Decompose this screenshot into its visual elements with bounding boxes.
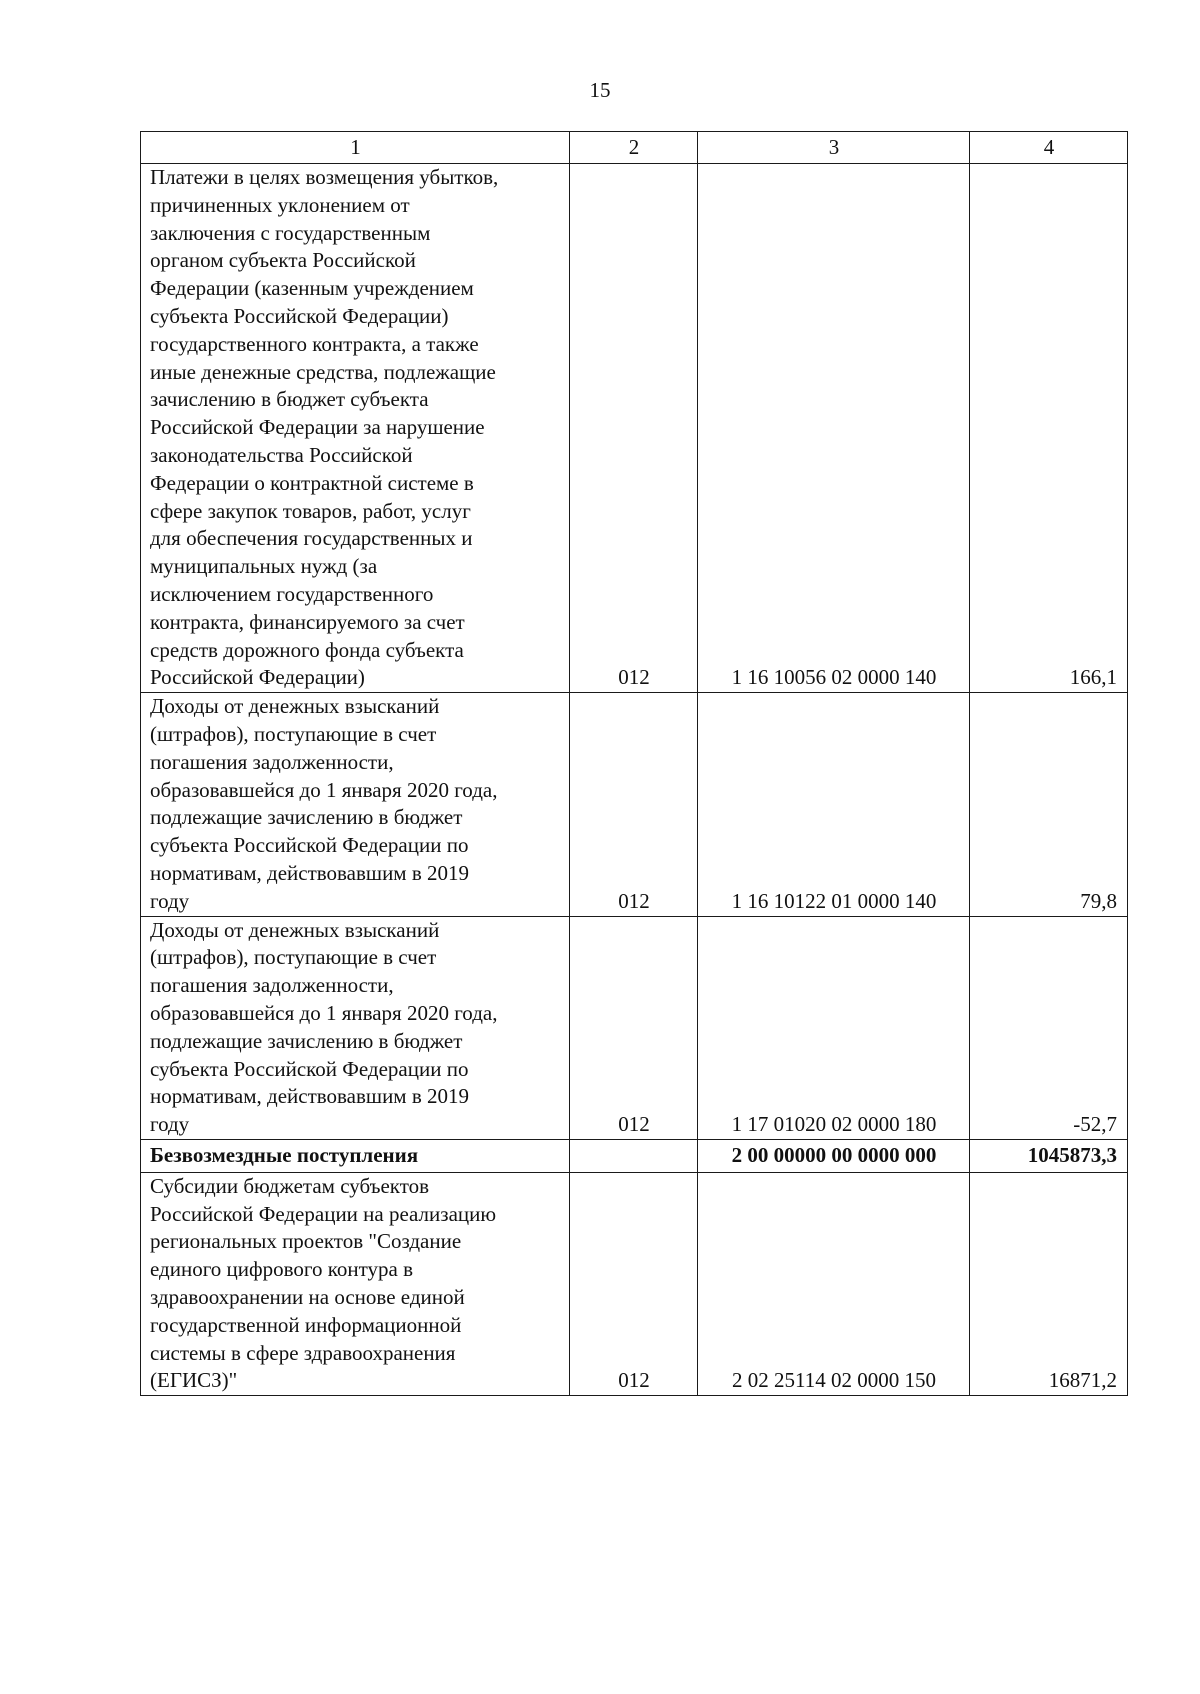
description-line: государственной информационной (150, 1312, 462, 1337)
administrator-code: 012 (570, 164, 698, 693)
page-number: 15 (589, 78, 611, 102)
description-line: (штрафов), поступающие в счет (150, 721, 437, 746)
amount: 16871,2 (970, 1172, 1128, 1395)
description-line: Доходы от денежных взысканий (150, 917, 440, 942)
revenue-table (140, 131, 1128, 1396)
description-line: погашения задолженности, (150, 973, 394, 998)
amount: -52,7 (970, 916, 1128, 1139)
budget-classification-code: 2 02 25114 02 0000 150 (698, 1172, 970, 1395)
description-line: контракта, финансируемого за счет (150, 609, 465, 634)
table-row (141, 1139, 1128, 1172)
column-header: 4 (970, 132, 1128, 164)
description-line: зачислению в бюджет субъекта (150, 387, 429, 412)
description-line: нормативам, действовавшим в 2019 (150, 860, 470, 885)
table-row (141, 916, 1128, 1139)
description-line: муниципальных нужд (за (150, 554, 378, 579)
budget-classification-code: 1 17 01020 02 0000 180 (698, 916, 970, 1139)
description-line: нормативам, действовавшим в 2019 (150, 1084, 470, 1109)
description-line: здравоохранении на основе единой (150, 1285, 465, 1310)
description-line: Федерации (казенным учреждением (150, 276, 474, 301)
description-line: подлежащие зачислению в бюджет (150, 1028, 463, 1053)
revenue-description (141, 693, 570, 916)
description-line: Российской Федерации на реализацию (150, 1201, 497, 1226)
description-line: субъекта Российской Федерации по (150, 1056, 469, 1081)
description-line: региональных проектов "Создание (150, 1229, 462, 1254)
description-line: системы в сфере здравоохранения (150, 1340, 456, 1365)
description-line: образовавшейся до 1 января 2020 года, (150, 1000, 498, 1025)
administrator-code: 012 (570, 1172, 698, 1395)
budget-classification-code: 1 16 10122 01 0000 140 (698, 693, 970, 916)
description-line: (штрафов), поступающие в счет (150, 945, 437, 970)
revenue-description (141, 164, 570, 693)
table-header-row (141, 132, 1128, 164)
table-row (141, 1172, 1128, 1395)
description-line: средств дорожного фонда субъекта (150, 637, 464, 662)
description-line: сфере закупок товаров, работ, услуг (150, 498, 471, 523)
administrator-code (570, 1139, 698, 1172)
description-line: законодательства Российской (150, 442, 413, 467)
description-line: году (150, 888, 190, 913)
description-line: иные денежные средства, подлежащие (150, 359, 496, 384)
column-header: 2 (570, 132, 698, 164)
amount: 1045873,3 (970, 1139, 1128, 1172)
description-line: субъекта Российской Федерации) (150, 303, 449, 328)
description-line: (ЕГИСЗ)" (150, 1368, 238, 1393)
administrator-code: 012 (570, 916, 698, 1139)
description-line: исключением государственного (150, 581, 434, 606)
budget-classification-code: 1 16 10056 02 0000 140 (698, 164, 970, 693)
description-line: субъекта Российской Федерации по (150, 833, 469, 858)
revenue-description (141, 916, 570, 1139)
description-line: заключения с государственным (150, 220, 431, 245)
administrator-code: 012 (570, 693, 698, 916)
description-line: органом субъекта Российской (150, 248, 416, 273)
amount: 79,8 (970, 693, 1128, 916)
description-line: Федерации о контрактной системе в (150, 470, 474, 495)
revenue-description (141, 1139, 570, 1172)
description-line: образовавшейся до 1 января 2020 года, (150, 777, 498, 802)
description-line: причиненных уклонением от (150, 192, 410, 217)
revenue-description (141, 1172, 570, 1395)
description-line: Российской Федерации) (150, 665, 365, 690)
description-line: Доходы от денежных взысканий (150, 694, 440, 719)
description-line: для обеспечения государственных и (150, 526, 473, 551)
description-line: Безвозмездные поступления (150, 1142, 419, 1167)
description-line: Субсидии бюджетам субъектов (150, 1173, 430, 1198)
table-row (141, 164, 1128, 693)
description-line: Платежи в целях возмещения убытков, (150, 165, 499, 189)
table-row (141, 693, 1128, 916)
column-header: 3 (698, 132, 970, 164)
budget-classification-code: 2 00 00000 00 0000 000 (698, 1139, 970, 1172)
description-line: погашения задолженности, (150, 749, 394, 774)
amount: 166,1 (970, 164, 1128, 693)
description-line: единого цифрового контура в (150, 1257, 414, 1282)
description-line: подлежащие зачислению в бюджет (150, 805, 463, 830)
column-header: 1 (141, 132, 570, 164)
description-line: Российской Федерации за нарушение (150, 415, 485, 440)
description-line: государственного контракта, а также (150, 331, 479, 356)
description-line: году (150, 1112, 190, 1137)
